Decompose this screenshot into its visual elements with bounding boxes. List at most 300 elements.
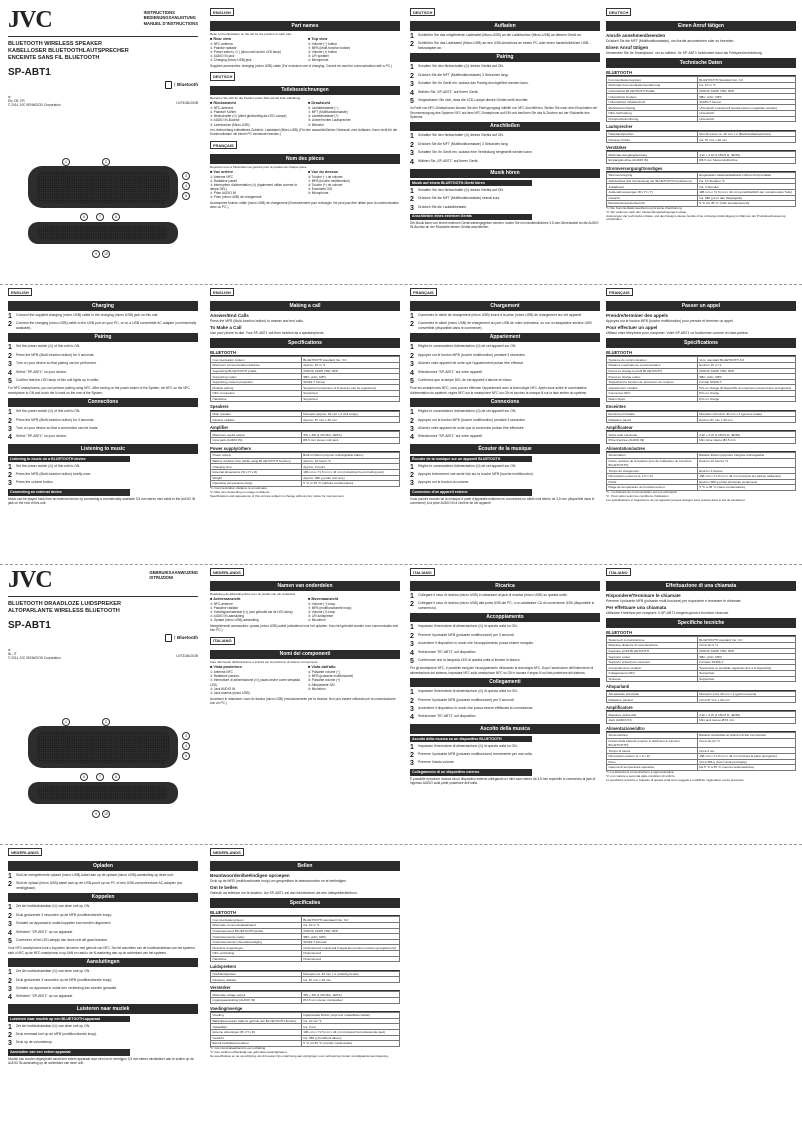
section-specificaties: Specificaties: [210, 898, 400, 908]
part-item: ⑧ Volume (+)-knop: [308, 609, 336, 614]
spec-row: [607, 753, 796, 759]
spec-table-amp: [606, 431, 796, 443]
spec-label: Sistema di comunicazione: [607, 637, 698, 643]
de-operation: DEUTSCH Aufladen 1 Schließen Sie das mitgelieferte Ladekabel (Micro-USB) an die Ladebuchse (Micro-USB) an diesem Gerät an. 2 Schließen Sie das Ladekabel (Micro-USB) an den USB-Anschluss an einem PC oder einen handelsüblichen USB-Netzadapter an. Pairing 1 Schalten Sie den Netzschalter (⏻) dieses Geräts auf ON. 2 Drücken Sie die MFT (Multifunktionstaste) 3 Sekunden lang. 3 Schalten Sie Ihr Gerät ein, sodass das Pairing durchgeführt werden kann. 4 Wählen Sie „SP-ABT1" auf Ihrem Gerät. 5 Vergewissern Sie sich, dass die LED-Lampe dieses Geräts weiß leuchtet. Im Falle von NFC-Smartphones können Sie den Pairingvorgang mithilfe von NFC durchführen. Stellen Sie nach dem Einschalten der Stromversorgung des Systems NFC auf dem NFC-Smartphone auf EIN und berühren Sie das N-Zeichen auf der Rückseite des Systems. Anschließen 1 Schalten Sie den Netzschalter (⏻) dieses Geräts auf ON. 2 Drücken Sie die MFT (Multifunktionstaste) 3 Sekunden lang. 3 Schalten Sie Ihr Gerät ein, sodass eine Verbindung hergestellt werden kann. 4 Wählen Sie „SP-ABT1" auf Ihrem Gerät. Musik hören Musik auf einem BLUETOOTH-Gerät hören 1 Schalten Sie den Netzschalter (⏻) dieses Geräts auf ON. 2 Drücken Sie die MFT (Multifunktionstaste) einmal kurz. 3 Drücken Sie die Lautstärketaste. Anschließen eines externen Geräts Die Musik kann von einem externen Gerät wiedergegeben werden, indem Sie ein handelsübliches 3,5-mm-Stereokabel an die AUDIO IN-Buchse an der Rückseite dieses Geräts anschließen.: [410, 9, 599, 230]
step-text: Schakel uw apparaat in zodat een verbinding kan worden gemaakt.: [16, 986, 118, 991]
section-specifications: Specifications: [210, 338, 400, 348]
paragraph: Appuyez sur le bouton MFB (touche multifonction) pour prendre et terminer un appel.: [606, 318, 734, 323]
part-item: ⑤ Jack ricarica (micro USB): [210, 690, 250, 695]
spec-value: Ca. 386 g (nur das Hauptgerät): [697, 195, 795, 201]
paragraph: Utilizzare il telefono per comporre. Il SP-ABT1 fungerà quindi a funzione vivavoce.: [606, 611, 730, 616]
spec-row: [607, 137, 796, 143]
spec-row: [607, 116, 796, 122]
step-text: Drücken Sie die Lautstärketaste.: [418, 204, 468, 209]
part-item: ④ AUDIO IN-aansluiting: [210, 613, 245, 618]
spec-label: Alimentazione: [607, 733, 698, 739]
accessory-note: Meegeleverde accessoires: oplaad (micro USB)-kabel (uitsluitend voor het opladen. Kan niet gebruikt worden voor communicatie met een PC.): [210, 623, 398, 632]
step-text: Connectez le câble de chargement (micro USB) fourni à la prise (micro USB) de chargement sur cet appareil.: [418, 312, 582, 317]
section-collegamenti: Collegamenti: [410, 678, 600, 688]
external-note: Die Musik kann von einem externen Gerät wiedergegeben werden, indem Sie ein handelsübliches 3,5-mm-Stereokabel an die AUDIO IN-Buchse an der Rückseite dieses Geräts anschließen.: [410, 221, 599, 230]
lang-tag-fr: FRANÇAIS: [210, 141, 237, 149]
step-text: Collegare il cavo di ricarica (micro USB) alla porta USB del PC, o un adattatore CA di conversione USB (disponibile in commercio).: [418, 601, 595, 610]
spec-label: Supporto codec: [607, 654, 698, 660]
part-item: ① Antenne NFC: [210, 174, 233, 179]
lang-tag-en: ENGLISH: [210, 8, 234, 16]
section-musik-hoeren: Musik hören: [410, 169, 600, 179]
spec-label: Supporto protezione contenuti: [607, 659, 698, 665]
section-aansluitingen: Aansluitingen: [8, 958, 198, 968]
step-text: Schließen Sie das Ladekabel (Micro-USB) an den USB-Anschluss an einem PC oder einen handelsüblichen USB-Netzadapter an.: [418, 41, 590, 50]
spec-label: Eingangsbuchse (AUDIO IN): [607, 158, 698, 164]
lang-tag-en: ENGLISH: [8, 288, 32, 296]
spec-value: Eingebauter wiederaufladbarer Lithium-Polymerakku: [697, 173, 795, 179]
bluetooth-icon: ᛒ: [173, 634, 177, 640]
de-call-specs: [606, 8, 796, 280]
spec-value: Environ 10 m *1: [697, 363, 795, 369]
rear-view-heading: Rückansicht: [213, 101, 236, 106]
doc-title-3: MANUEL D'INSTRUCTIONS: [143, 20, 198, 26]
spec-value: Ondersteund: [301, 951, 399, 957]
paragraph: Use your phone to dial. Your SP-ABT1 will then function as a speakerphone.: [210, 331, 325, 336]
section-pairing: Pairing: [8, 333, 198, 343]
spec-label: Jack (AUDIO IN): [607, 718, 698, 724]
section-chargement: Chargement: [410, 301, 600, 311]
spec-value: SBC, AAC, MP3: [697, 374, 795, 380]
heading-make-call: Einen Anruf tätigen: [606, 45, 649, 51]
paragraph: Drücken Sie die MFT (Multifunktionstaste), um Anrufe anzunehmen oder zu beenden.: [606, 38, 735, 43]
step-text: Drücken Sie die MFT (Multifunktionstaste) 3 Sekunden lang.: [418, 72, 509, 77]
heading-answer: Beantwoorden/beëindigen oproepen: [210, 872, 290, 878]
step-text: Premere il pulsante MFB (pulsante multifunzione) brevemente per una volta.: [418, 752, 533, 757]
top-view-heading: Top view: [311, 36, 328, 41]
footnote: Les spécifications et l'apparence de cet appareil peuvent changer sans préavis dans le but de l'améliorer.: [606, 497, 746, 502]
part-item: ⑨ Linker/rechter Lautsprecher: [308, 118, 351, 123]
part-item: ⑦ MFB (pulsante multifunzione): [308, 674, 354, 679]
step-text: Allumez votre appareil de sorte que la connexion puisse être effectuée.: [418, 426, 525, 431]
spec-value: Supported: [301, 391, 399, 397]
part-item: ⑩ Microphone: [308, 58, 329, 63]
part-item: ③ Interruttore di alimentazione (⏻) (usato anche come lampada LED): [210, 678, 300, 687]
spec-row: [607, 417, 796, 423]
nfc-note: Per gli smartphone NFC, è possibile eseguire l'accoppiamento utilizzando la tecnologia NFC. Dopo l'accensione dell'interruttore di alimentazione del sistema, impostare NFC sullo smartphone NFC su ON e toccare il segno N sul lato posteriore del sistema.: [410, 666, 594, 675]
part-item: ⑤ Charging (micro USB) jack: [210, 58, 252, 63]
spec-value: SBC, AAC, MP3: [697, 654, 795, 660]
spec-value: 3 W + 3 W (1 kHz/4 Ω, JEITA): [697, 432, 795, 438]
spec-heading: BLUETOOTH: [210, 910, 400, 916]
step-text: Zet de hoofdschakelaar (⏻) van deze unit op ON.: [16, 1023, 91, 1028]
section-specifiche: Specifiche tecniche: [606, 618, 796, 628]
part-item: ① NFC-antenne: [210, 601, 233, 606]
section-pairing: Pairing: [410, 53, 600, 63]
product-names: [8, 41, 198, 62]
spec-row: [607, 396, 796, 402]
spec-value: Ondersteund (maximaal 8 apparaten kunnen worden geregistreerd): [301, 945, 399, 951]
section-bellen: Bellen: [210, 861, 400, 871]
step-text: Schließen Sie das mitgelieferte Ladekabel (Micro-USB) an die Ladebuchse (Micro-USB) an diesem Gerät an.: [418, 32, 582, 37]
intro-text: Fare riferimento all'illustrazione a sinistra per la posizione di ciascun componente.: [210, 660, 319, 665]
step-text: Réglez le commutateur d'alimentation (⏻) de cet appareil sur ON.: [418, 344, 517, 349]
spec-label: Peso: [607, 759, 698, 765]
spec-table-speakers: [606, 411, 796, 423]
speaker-illustration: 1 2 3 4 5 6 7 8 9 10: [10, 158, 196, 278]
spec-label: Bereik bedrijfstemperatuur: [211, 1041, 302, 1047]
spec-value: AVRCP, A2DP, HSP, HFP: [301, 928, 399, 934]
subsection-external-device: Collegamento di un dispositivo esterno: [410, 769, 532, 775]
spec-value: Ø3.5 mm stereo mini jack: [301, 438, 399, 444]
spec-value: 186 mm x 71.5 mm x 44 mm (including the protruding part): [301, 469, 399, 475]
lang-tag-it: ITALIANO: [410, 568, 435, 576]
subsection-bluetooth-music: Ascolto della musica su un dispositivo BLUETOOTH: [410, 736, 532, 742]
part-item: ⑩ Mikrofon: [308, 122, 324, 127]
spec-table-amp: [606, 151, 796, 163]
step-text: Turn on your device so that a connection can be made.: [16, 426, 99, 431]
doc-title-2: BEDIENUNGSANLEITUNG: [143, 15, 196, 21]
spec-label: Supportant la fonction de protection du contenu: [607, 379, 698, 385]
spec-value: 186 mm x 71,5 mm x 44 mm (einschließlich der vorstehenden Teile): [697, 189, 795, 195]
spec-value: Pris en charge: [697, 396, 795, 402]
step-text: Schalten Sie Ihr Gerät ein, sodass eine Verbindung hergestellt werden kann.: [418, 150, 533, 155]
spec-label: Dimensions externes (L x H x P): [607, 473, 698, 479]
part-item: ⑨ L/R speaker: [308, 53, 329, 58]
step-text: Confirmez que la lampe DEL de cet appareil s'allume en blanc.: [418, 377, 513, 382]
part-item: ⑥ Touche (−) de volume: [308, 174, 343, 179]
lang-tag-de: DEUTSCH: [410, 8, 435, 16]
spec-label: Passiver Kühler: [607, 137, 698, 143]
spec-label: Input jack (AUDIO IN): [211, 438, 302, 444]
step-text: Druk op de volumeknop.: [16, 1040, 53, 1045]
step-text: Selezionare "SP-ABT1" sul dispositivo.: [418, 649, 477, 654]
part-item: ⑩ Microfoon: [308, 618, 326, 623]
heading-make-call: Per effettuare una chiamata: [606, 605, 667, 611]
step-text: Confirm that the LED lamp of this unit lights up in white.: [16, 377, 100, 382]
parts-en-de-fr: ENGLISH Part names Refer to the illustration on the left for the position of each part. ■ Rear view ① NFC antenna ② Passive radiator ③ Power switch ( ⏻ ) (also used as the LED lamp) ④ AUDIO IN jack ⑤ Charging (micro USB) jack ■ Top view ⑥ Volume (−) button ⑦ MFB (Multi-function button) ⑧ Volume (+) button ⑨ L/R speaker ⑩ Microphone Supplied accessories: charging (micro USB) cable (For exclusive use of charging. Cannot be used for communication with a PC.) DEUTSCH Teilebezeichnungen Beziehen Sie sich für die Position jedes Teils auf die linke Abbildung. ■ Rückansicht ① NFC-Antenne ② Passiver Kühler ③ Netzschalter (⏻) (dient gleichzeitig als LED-Lampe) ④ AUDIO IN-Buchse ⑤ Ladebuchse (Micro-USB) ■ Draufsicht ⑥ Lautstärketaste (−) ⑦ MFT (Multifunktionstaste) ⑧ Lautstärketaste (+) ⑨ Linker/rechter Lautsprecher ⑩ Mikrofon Im Lieferumfang enthaltenes Zubehör: Ladekabel (Micro-USB) (Für den ausschließlichen Gebrauch zum Aufladen. Kann nicht für die Kommunikation mit einem PC verwendet werden.) FRANÇAIS Nom des pièces Reportez-vous à l'illustration de gauche pour la position de chaque pièce. ■ Vue arrière ① Antenne NFC ② Radiateur passif ③ Interrupteur d'alimentation (⏻) (également utilisé comme la lampe DEL) ④ Prise AUDIO IN ⑤ Prise (micro USB) de chargement ■ Vue du dessus ⑥ Touche (−) de volume ⑦ MFB (touche multifonction) ⑧ Touche (+) de volume ⑨ Enceintes G/D ⑩ Microphone Accessoires fournis: câble (micro USB) de chargement (Exclusivement pour recharger. Ne peut pas être utilisé pour la communication avec un PC.): [210, 9, 399, 210]
speaker-top-view: [28, 782, 178, 804]
spec-heading: Enceintes: [606, 404, 796, 410]
spec-heading: Alimentation/autres: [606, 446, 796, 452]
spec-label: Maximale communicatieafstand: [211, 923, 302, 929]
spec-table-bluetooth: [606, 76, 796, 122]
spec-table-bluetooth: [606, 636, 796, 682]
spec-table-speakers: [606, 691, 796, 703]
section-part-names: Part names: [210, 21, 400, 31]
spec-value: Supportato: [697, 671, 795, 677]
spec-heading: BLUETOOTH: [606, 350, 796, 356]
spec-label: Altoparlante principale: [607, 691, 698, 697]
part-item: ⑥ Volume (−) button: [308, 41, 337, 46]
spec-table-power: [210, 452, 400, 487]
bluetooth-mark: [8, 634, 198, 642]
lang-tag-it: ITALIANO: [606, 568, 631, 576]
part-item: ④ Jack AUDIO IN: [210, 686, 236, 691]
nfc-note: For NFC smartphones, you can perform pairing using NFC. After turning on the power switch of the System, set NFC on the NFC smartphone to ON and touch the N mark on the rear of the System.: [8, 386, 190, 395]
part-item: ⑦ MFB (touche multifonction): [308, 178, 350, 183]
it-call-specs: [606, 568, 796, 840]
step-text: Allumez votre appareil de sorte que l'appariement puisse être effectué.: [418, 361, 524, 366]
part-item: ② Passive radiator: [210, 45, 237, 50]
nfc-icon: [165, 81, 172, 89]
footnote: *1: Die Kommunikationsentfernung ist keine Zusicherung.: [606, 205, 683, 210]
top-view-heading: Draufsicht: [311, 101, 331, 106]
spec-label: Supporto profili BLUETOOTH: [607, 648, 698, 654]
spec-label: Charging time: [211, 464, 302, 470]
spec-label: Prend en charge le profil BLUETOOTH: [607, 368, 698, 374]
spec-value: Batterie lithium polymère intégrée rechargeable: [697, 453, 795, 459]
spec-value: Circa 87 mm x 30 mm: [697, 697, 795, 703]
spec-value: Circa 3 ore: [697, 748, 795, 754]
paragraph: Druk op de MFB (multifunctionele knop) om gesprekken te beantwoorden en te beëindigen.: [210, 878, 348, 883]
step-text: Impostare l'interruttore di alimentazione (⏻) di questa unità su ON.: [418, 743, 518, 748]
section-charging: Charging: [8, 301, 198, 311]
spec-label: NFC connection: [211, 391, 302, 397]
footnote: *2: Kan variëren afhankelijk van gebruiksomstandigheden.: [210, 1049, 288, 1054]
subsection-external-device: Connecting an external device: [8, 489, 130, 495]
spec-heading: BLUETOOTH: [606, 70, 796, 76]
part-item: ⑥ Lautstärketaste (−): [308, 105, 339, 110]
rear-view-heading: Vue arrière: [213, 169, 234, 174]
spec-table-amp: [210, 991, 400, 1003]
spec-label: Alimentation: [607, 453, 698, 459]
spec-heading: Amplificateur: [606, 425, 796, 431]
step-text: Sluit de meegeleverde oplaad (micro USB)-kabel aan op de oplaad (micro USB)-aansluiting op deze unit.: [16, 872, 174, 877]
spec-value: Ca. 386 g (hoofdunit alleen): [301, 1035, 399, 1041]
recycle-icon: ♻: [8, 94, 11, 99]
step-text: Sélectionnez "SP-ABT1" sur votre appareil.: [418, 369, 483, 374]
footnote: Änderungen der technischen Daten und des Designs dieses Geräts ohne vorherige Ankündigung im Rahmen der Produktverbesserung vorbehalten.: [606, 213, 786, 222]
spec-label: Power supply: [211, 453, 302, 459]
spec-value: Environ 87 mm x 30 mm: [697, 417, 795, 423]
spec-value: Diameter ca. 40 mm x 2 (volledig bereik): [301, 971, 399, 977]
heading-make-call: Om te bellen: [210, 885, 238, 891]
spec-label: Stromversorgung: [607, 173, 698, 179]
model-number: SP-ABT1: [8, 66, 51, 78]
footnotes: [210, 487, 400, 499]
spec-label: Unterstützte Codecs: [607, 94, 698, 100]
spec-label: Communicatiesysteem: [211, 917, 302, 923]
doc-title-1: INSTRUCTIONS: [143, 10, 175, 15]
footnotes: [210, 1047, 400, 1059]
spec-label: Handsfree: [211, 396, 302, 402]
spec-label: Meerdere koppelingen: [211, 945, 302, 951]
product-names: [8, 601, 198, 615]
section-listening: Listening to music: [8, 444, 198, 454]
fr-call-specs: [606, 288, 796, 560]
spec-label: NFC-verbinding: [211, 951, 302, 957]
section-namen: Namen van onderdelen: [210, 581, 400, 591]
step-text: Accendere il dispositivo in modo che l'accoppiamento possa essere eseguito.: [418, 641, 534, 646]
step-text: Wählen Sie „SP-ABT1" auf Ihrem Gerät.: [418, 158, 479, 163]
spec-label: Enceinte principale: [607, 411, 698, 417]
spec-value: SCMS-T-formaat: [301, 939, 399, 945]
section-specifications: Spécifications: [606, 338, 796, 348]
spec-label: Mains libres: [607, 396, 698, 402]
paragraph: Gebruik uw telefoon om te draaien. Uw SP-ABT1 zal dan functioneren als een luidsprekertelefoon.: [210, 891, 358, 896]
spec-label: Supporting BLUETOOTH profile: [211, 368, 302, 374]
footnotes: [606, 207, 796, 223]
spec-value: 186 mm x 71,5 mm x 44 mm (inclusief het uitstekende deel): [301, 1029, 399, 1035]
spec-label: Accoppiamento multiplo: [607, 665, 698, 671]
section-ricarica: Ricarica: [410, 581, 600, 591]
part-item: ⑧ Touche (+) de volume: [308, 182, 343, 187]
spec-label: Aufladezeit: [607, 184, 698, 190]
section-koppelen: Koppelen: [8, 893, 198, 903]
spec-label: Mehrfaches Pairing: [607, 105, 698, 111]
product-name-3: ENCEINTE SANS FIL BLUETOOTH: [8, 54, 100, 61]
step-text: Premere il pulsante MFB (pulsante multifunzione) per 3 secondi.: [418, 697, 515, 702]
section-luisteren: Luisteren naar muziek: [8, 1004, 198, 1014]
spec-value: Ingebouwde lithium polymeer oplaadbare batterij: [301, 1013, 399, 1019]
spec-value: 5 °C bis 35 °C (nicht kondensierend): [697, 201, 795, 207]
spec-value: BLUETOOTH standard Ver. 3.0: [301, 357, 399, 363]
spec-label: Plage de température de fonctionnement: [607, 485, 698, 491]
part-item: ② Passieve radiator: [210, 605, 239, 610]
spec-row: [607, 665, 796, 671]
spec-row: [607, 718, 796, 724]
it-operation: ITALIANO Ricarica 1 Collegare il cavo di ricarica (micro USB) in dotazione al jack di ricarica (micro USB) su questa unità. 2 Collegare il cavo di ricarica (micro USB) alla porta USB del PC, o un adattatore CA di conversione USB (disponibile in commercio). Accoppiamento 1 Impostare l'interruttore di alimentazione (⏻) di questa unità su ON. 2 Premere il pulsante MFB (pulsante multifunzione) per 3 secondi. 3 Accendere il dispositivo in modo che l'accoppiamento possa essere eseguito. 4 Selezionare "SP-ABT1" sul dispositivo. 5 Confermare che la lampada LED di questa unità si illumini in bianco. Per gli smartphone NFC, è possibile eseguire l'accoppiamento utilizzando la tecnologia NFC. Dopo l'accensione dell'interruttore di alimentazione del sistema, impostare NFC sullo smartphone NFC su ON e toccare il segno N sul lato posteriore del sistema. Collegamenti 1 Impostare l'interruttore di alimentazione (⏻) di questa unità su ON. 2 Premere il pulsante MFB (pulsante multifunzione) per 3 secondi. 3 Accendere il dispositivo in modo che possa essere effettuata la connessione. 4 Selezionare "SP-ABT1" sul dispositivo. Ascolto della musica Ascolto della musica su un dispositivo BLUETOOTH 1 Impostare l'interruttore di alimentazione (⏻) di questa unità su ON. 2 Premere il pulsante MFB (pulsante multifunzione) brevemente per una volta. 3 Premere il tasto volume. Collegamento di un dispositivo esterno È possibile riprodurre musica da un dispositivo esterno collegando un mini cavo stereo da 3,5 mm reperibile in commercio al jack di ingresso AUDIO sulla parte posteriore dell'unità.: [410, 568, 600, 840]
step-text: Connect the supplied charging (micro USB) cable to the charging (micro USB) jack on this unit.: [16, 312, 159, 317]
doc-title-2: ISTRUZIONI: [149, 575, 174, 581]
spec-value: Ø 3,5 mm stereo ministekker: [301, 998, 399, 1004]
footnotes: [606, 771, 796, 783]
rear-view-heading: Vista posteriore: [213, 665, 242, 670]
step-text: Selecteer "SP-ABT1" op uw apparaat.: [16, 929, 74, 934]
spec-value: SBC, AAC, MP3: [301, 374, 399, 380]
bluetooth-label: Bluetooth: [177, 634, 198, 640]
spec-label: Außenabmessungen (B x H x T): [607, 189, 698, 195]
spec-row: [211, 396, 400, 402]
spec-label: External dimensions (W x H x D): [211, 469, 302, 475]
part-item: ⑤ Prise (micro USB) de chargement: [210, 195, 262, 200]
spec-value: Pris en charge (8 dispositifs au maximum peuvent être enregistrés): [697, 385, 795, 391]
spec-value: 3 W + 3 W (1 kHz/4 Ω, JEITA): [697, 152, 795, 158]
step-text: Set the power switch (⏻) of this unit to ON.: [16, 463, 81, 468]
top-view-heading: Vue du dessus: [311, 169, 339, 174]
spec-heading: Stromversorgung/Sonstiges: [606, 166, 796, 172]
spec-value: Ca. 10 uur *2: [301, 1018, 399, 1024]
step-text: Appuyez brièvement une seule fois sur la touche MFB (touche multifonction).: [418, 472, 534, 477]
lang-tag-nl: NEDERLANDS: [210, 848, 244, 856]
part-item: ⑦ MFB (Multi-function button): [308, 45, 351, 50]
spec-label: Maximum useful output: [211, 432, 302, 438]
copyright: © 2014 JVC KENWOOD Corporation: [8, 103, 61, 108]
spec-row: [211, 469, 400, 475]
section-teilebezeichnungen: Teilebezeichnungen: [210, 86, 400, 96]
spec-label: Gewicht: [607, 195, 698, 201]
section-aufladen: Aufladen: [410, 21, 600, 31]
region-code: EN, DE, FR: [8, 99, 25, 104]
spec-row: [211, 945, 400, 951]
section-anruf: Einen Anruf tätigen: [606, 21, 796, 31]
part-item: ⑧ Pulsante volume (+): [308, 678, 341, 683]
part-item: ③ Interrupteur d'alimentation (⏻) (également utilisé comme la lampe DEL): [210, 182, 297, 191]
section-anschliessen: Anschließen: [410, 122, 600, 132]
heading-answer: Prendre/terminer des appels: [606, 312, 669, 318]
top-view-heading: Vista dall'alto: [311, 665, 336, 670]
subsection-bluetooth-music: Listening to music on a BLUETOOTH device: [8, 456, 130, 462]
spec-value: AVRCP, A2DP, HSP, HFP: [697, 648, 795, 654]
spec-value: Ca. 87 mm x 30 mm: [301, 977, 399, 983]
spec-row: [607, 473, 796, 479]
spec-value: Formato SCMS-T: [697, 659, 795, 665]
spec-row: [607, 105, 796, 111]
doc-titles: [149, 570, 198, 592]
spec-label: Dimensioni esterne (L x A x P): [607, 753, 698, 759]
paragraph: Utilisez votre téléphone pour composer. Votre SP-ABT1 va fonctionner comme un haut-parleur.: [606, 331, 749, 336]
subsection-external-device: Aansluiten van een extern apparaat: [8, 1049, 130, 1055]
spec-label: Collegamento NFC: [607, 671, 698, 677]
step-text: Confermare che la lampada LED di questa unità si illumini in bianco.: [418, 657, 521, 662]
spec-value: Environ 3 heures: [697, 468, 795, 474]
intro-text: Reportez-vous à l'illustration de gauche pour la position de chaque pièce.: [210, 164, 308, 169]
step-text: Schalten Sie den Netzschalter (⏻) dieses Geräts auf ON.: [418, 187, 504, 192]
section-connections: Connections: [8, 398, 198, 408]
step-text: Réglez le commutateur d'alimentation (⏻) de cet appareil sur ON.: [418, 463, 517, 468]
spec-label: Maximum communication distance: [211, 363, 302, 369]
speaker-rear-view: [28, 166, 178, 208]
section-appariement: Appariement: [410, 333, 600, 343]
footnote: *2: May vary depending on usage conditions.: [210, 489, 270, 494]
step-text: Drücken Sie die MFT (Multifunktionstaste) 3 Sekunden lang.: [418, 141, 509, 146]
spec-label: Weight: [211, 475, 302, 481]
spec-value: 3W + 3W (1 kHz/4Ω, JEITA): [301, 432, 399, 438]
step-text: Press the volume button.: [16, 480, 54, 485]
spec-value: 186 mm x 71,5 mm x 44 mm (compris les parties saillantes): [697, 473, 795, 479]
lang-tag-de: DEUTSCH: [606, 8, 631, 16]
spec-label: Durée restante de la batterie (lors de l'utilisation de fonctions BLUETOOTH): [607, 458, 698, 468]
document-code: LNT3186-002B: [176, 100, 198, 105]
spec-row: [607, 697, 796, 703]
spec-row: [211, 977, 400, 983]
spec-value: Durchmesser ca. 40 mm x 2 (Breitbandlautsprecher): [697, 131, 795, 137]
spec-value: 5 °C à 35 °C (sans condensation): [697, 485, 795, 491]
footnote: Specifications and appearance of this unit are subject to change without prior notice for improvement.: [210, 493, 345, 498]
product-name-2: ALTOPARLANTE WIRELESS BLUETOOTH: [8, 607, 120, 614]
spec-label: Appariement multiple: [607, 385, 698, 391]
spec-value: Built-in lithium polymer rechargeable battery: [301, 453, 399, 459]
part-item: ③ Power switch ( ⏻ ) (also used as the LED lamp): [210, 49, 281, 54]
spec-value: Batteria ricaricabile ai polimeri di litio incorporata: [697, 733, 795, 739]
part-item: ① NFC antenna: [210, 41, 233, 46]
spec-value: Approx. 10 hours *2: [301, 458, 399, 464]
doc-title-1: GEBRUIKSAANWIJZING: [149, 570, 198, 575]
step-text: Press the MFB (Multi-function button) for 3 seconds.: [16, 417, 95, 422]
section-ascolto: Ascolto della musica: [410, 724, 600, 734]
step-text: Premere il pulsante MFB (pulsante multifunzione) per 3 secondi.: [418, 632, 515, 637]
step-text: Impostare l'interruttore di alimentazione (⏻) di questa unità su ON.: [418, 689, 518, 694]
spec-value: Supported (maximum of 8 devices can be registered): [301, 385, 399, 391]
spec-heading: Lautsprecher: [606, 124, 796, 130]
nfc-icon: [165, 634, 172, 642]
spec-value: Supportato: [697, 676, 795, 682]
part-item: ④ Prise AUDIO IN: [210, 191, 236, 196]
bluetooth-icon: ᛒ: [173, 81, 177, 87]
spec-value: Format SCMS-T: [697, 379, 795, 385]
spec-row: [607, 158, 796, 164]
en-operation: ENGLISH Charging 1 Connect the supplied charging (micro USB) cable to the charging (micro USB) jack on this unit. 2 Connect the charging (micro USB) cable to the USB port on your PC, or on a USB convertible AC adapter (commercially available). Pairing 1 Set the power switch (⏻) of this unit to ON. 2 Press the MFB (Multi-function button) for 3 seconds. 3 Turn on your device so that pairing can be performed. 4 Select "SP-ABT1" on your device. 5 Confirm that the LED lamp of this unit lights up in white. For NFC smartphones, you can perform pairing using NFC. After turning on the power switch of the System, set NFC on the NFC smartphone to ON and touch the N mark on the rear of the System. Connections 1 Set the power switch (⏻) of this unit to ON. 2 Press the MFB (Multi-function button) for 3 seconds. 3 Turn on your device so that a connection can be made. 4 Select "SP-ABT1" on your device. Listening to music Listening to music on a BLUETOOTH device 1 Set the power switch (⏻) of this unit to ON. 2 Press the MFB (Multi-function button) briefly once. 3 Press the volume button. Connecting an external device Music can be played back from an external device by connecting a commercially available 3.5 mm stereo mini cable to the AUDIO IN jack on the rear of this unit.: [8, 289, 197, 506]
spec-heading: Altoparlanti: [606, 684, 796, 690]
spec-label: Maximale Kommunikationsentfernung: [607, 83, 698, 89]
spec-value: Circa 10 ore *2: [697, 738, 795, 748]
spec-label: Supporting codec: [211, 374, 302, 380]
step-text: Schalten Sie den Netzschalter (⏻) dieses Geräts auf ON.: [418, 133, 504, 138]
nl-operation: NEDERLANDS Opladen 1 Sluit de meegeleverde oplaad (micro USB)-kabel aan op de oplaad (micro USB)-aansluiting op deze unit. 2 Sluit de oplaad (micro USB)-kabel aan op de USB-poort op uw PC of een USB-converteerbare AC-adapter (los verkrijgbaar). Koppelen 1 Zet de hoofdschakelaar (⏻) van deze unit op ON. 2 Druk gedurende 3 seconden op de MFB (multifunctionele knop). 3 Schakel uw apparaat in zodat koppelen kan worden uitgevoerd. 4 Selecteer "SP-ABT1" op uw apparaat. 5 Controleer of het LED-lampje van deze unit wit gaat branden. Voor NFC-smartphones kunt u koppelen uitvoeren met gebruik van NFC. Na het aanzetten van de hoofdschakelaar van het systeem, stelt u NFC op de NFC-smartphone in op AAN en raakt u de N-markering aan op de achterkant van het systeem. Aansluitingen 1 Zet de hoofdschakelaar (⏻) van deze unit op ON. 2 Druk gedurende 3 seconden op de MFB (multifunctionele knop). 3 Schakel uw apparaat in zodat een verbinding kan worden gemaakt. 4 Selecteer "SP-ABT1" op uw apparaat. Luisteren naar muziek Luisteren naar muziek op een BLUETOOTH-apparaat 1 Zet de hoofdschakelaar (⏻) van deze unit op ON. 2 Druk eenmaal kort op de MFB (multifunctionele knop). 3 Druk op de volumeknop. Aansluiten van een extern apparaat Muziek kan worden afgespeeld vanaf een extern apparaat door een los te verkrijgen 3,5 mm stereo ministekker aan te sluiten op de AUDIO IN-aansluiting op de achterkant van deze unit.: [8, 848, 198, 1124]
spec-label: Tempo di carica: [607, 748, 698, 754]
spec-value: Diametro circa 40 mm x 2 (gamma piena): [697, 691, 795, 697]
footnote: *2 : Peut varier selon les conditions d'utilisation.: [606, 493, 670, 498]
part-item: ⑨ Altoparlante S/D: [308, 682, 335, 687]
spec-label: Gamma di temperatura operativa: [607, 765, 698, 771]
spec-label: Ondersteunend BLUETOOTH-profiel: [211, 928, 302, 934]
footnote: *1: Communicatieafstand is een schatting.: [210, 1045, 267, 1050]
